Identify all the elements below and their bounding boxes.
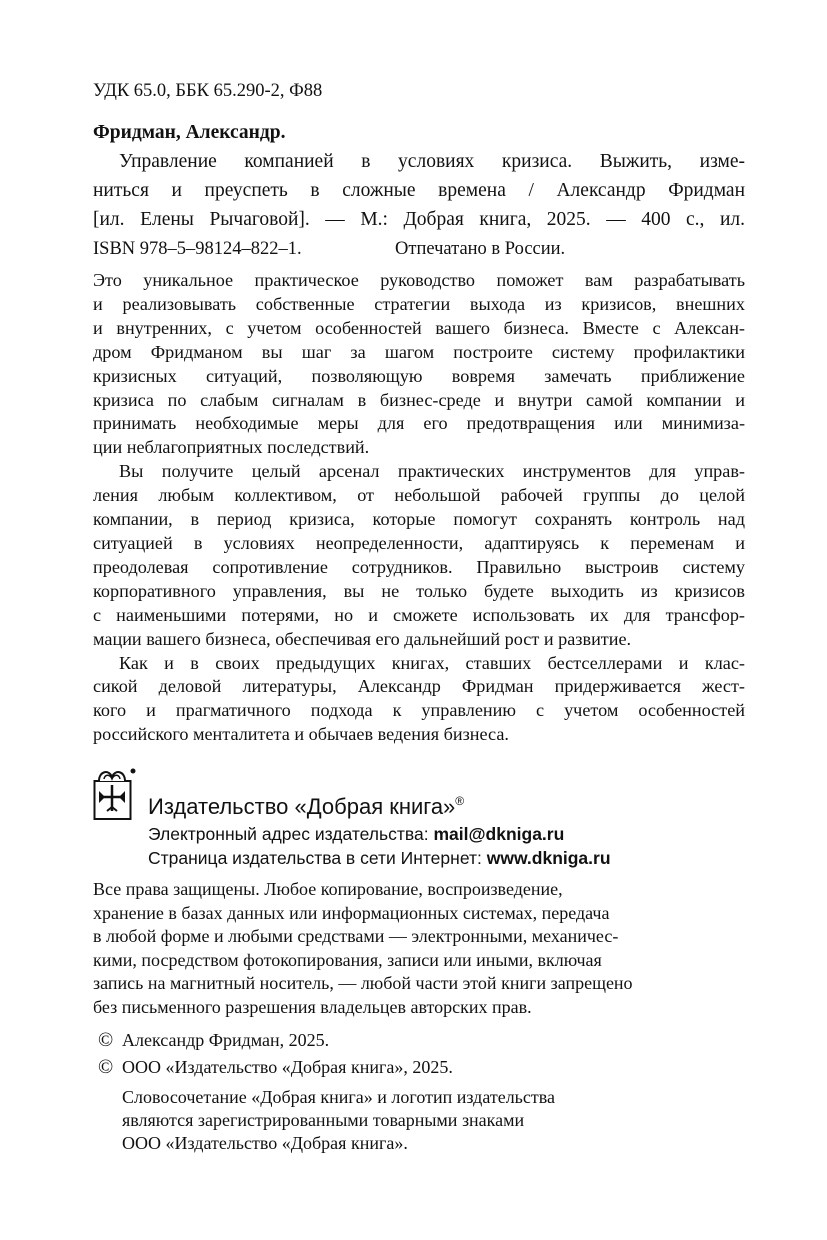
- description-line: с наименьшими потерями, но и сможете использовать их для трансфор-: [93, 604, 745, 625]
- description-line: дром Фридманом вы шаг за шагом построите систему профилактики: [93, 341, 745, 362]
- trademark-line: являются зарегистрированными товарными знаками: [122, 1110, 525, 1130]
- publisher-email[interactable]: mail@dkniga.ru: [433, 824, 565, 844]
- registered-mark: ®: [455, 794, 465, 808]
- description-line: сикой деловой литературы, Александр Фридман придерживается жест-: [93, 676, 745, 697]
- copyright-icon: ©: [98, 1029, 114, 1051]
- bibliographic-entry: [93, 118, 745, 234]
- description-line: компании, в период кризиса, которые помогут сохранять контроль над: [93, 509, 745, 530]
- publisher-block: [93, 767, 753, 868]
- copyright-author: © Александр Фридман, 2025.: [98, 1029, 330, 1051]
- description-line: принимать необходимые меры для его предотвращения или минимиза-: [93, 413, 745, 434]
- publisher-logo-icon: [93, 767, 137, 821]
- description-line: ления любым коллективом, от небольшой рабочей группы до целой: [93, 485, 745, 506]
- udk-line: [93, 78, 745, 104]
- description-line: корпоративного управления, вы не только будете выходить из кризисов: [93, 580, 745, 601]
- isbn-line: [93, 236, 745, 262]
- trademark-line: Словосочетание «Добрая книга» и логотип издательства: [122, 1087, 555, 1107]
- publisher-email-line: Электронный адрес издательства: mail@dkniga.ru: [148, 824, 565, 844]
- publisher-site-line: Страница издательства в сети Интернет: www.dkniga.ru: [148, 848, 611, 868]
- description-line: кризиса по слабым сигналам в бизнес-среде и внутри самой компании и: [93, 389, 745, 410]
- rights-line: кими, посредством фотокопирования, записи или иными, включая: [93, 949, 602, 970]
- publisher-text: [148, 786, 611, 870]
- copyright-icon: ©: [98, 1056, 114, 1078]
- bib-line: [ил. Елены Рычаговой]. — М.: Добрая книга, 2025. — 400 с., ил.: [93, 209, 745, 230]
- copyright-publisher: © ООО «Издательство «Добрая книга», 2025.: [98, 1056, 453, 1078]
- description-line: российского менталитета и обычаев ведения бизнеса.: [93, 724, 509, 745]
- book-description: [93, 269, 745, 747]
- rights-line: в любой форме и любыми средствами — электронными, механичес-: [93, 926, 619, 946]
- description-line: и реализовывать собственные стратегии выхода из кризисов, внешних: [93, 293, 745, 314]
- rights-line: запись на магнитный носитель, — любой части этой книги запрещено: [93, 973, 633, 993]
- printed-in-russia: Отпечатано в России.: [395, 239, 566, 259]
- author-heading: Фридман, Александр.: [93, 122, 286, 143]
- description-line: и внутренних, с учетом особенностей вашего бизнеса. Вместе с Алексан-: [93, 317, 745, 338]
- rights-line: Все права защищены. Любое копирование, воспроизведение,: [93, 879, 563, 899]
- publisher-website[interactable]: www.dkniga.ru: [486, 848, 611, 868]
- publisher-name: Издательство «Добрая книга»®: [148, 794, 465, 819]
- description-line: кого и прагматичного подхода к управлению с учетом особенностей: [93, 700, 745, 721]
- description-line: ситуацией в условиях неопределенности, адаптируясь к переменам и: [93, 532, 745, 553]
- rights-line: хранение в базах данных или информационных системах, передача: [93, 902, 610, 923]
- description-line: Как и в своих предыдущих книгах, ставших бестселлерами и клас-: [119, 652, 745, 673]
- trademark-notice: [122, 1086, 662, 1155]
- rights-line: без письменного разрешения владельцев авторских прав.: [93, 996, 532, 1017]
- description-line: Вы получите целый арсенал практических инструментов для управ-: [119, 461, 745, 482]
- isbn-number: ISBN 978–5–98124–822–1.: [93, 239, 302, 259]
- description-line: кризисных ситуаций, позволяющую вовремя замечать приближение: [93, 365, 745, 386]
- trademark-line: ООО «Издательство «Добрая книга».: [122, 1133, 408, 1153]
- description-line: мации вашего бизнеса, обеспечивая его дальнейший рост и развитие.: [93, 628, 632, 649]
- description-line: преодолевая сопротивление сотрудников. Правильно выстроив систему: [93, 556, 745, 577]
- description-line: Это уникальное практическое руководство поможет вам разрабатывать: [93, 270, 745, 290]
- description-line: ции неблагоприятных последствий.: [93, 437, 370, 458]
- udk-text: УДК 65.0, ББК 65.290-2, Ф88: [93, 81, 323, 101]
- bib-line: ниться и преуспеть в сложные времена / Александр Фридман: [93, 180, 745, 201]
- rights-notice: [93, 878, 653, 1019]
- bib-line: Управление компанией в условиях кризиса. Выжить, изме-: [119, 151, 745, 172]
